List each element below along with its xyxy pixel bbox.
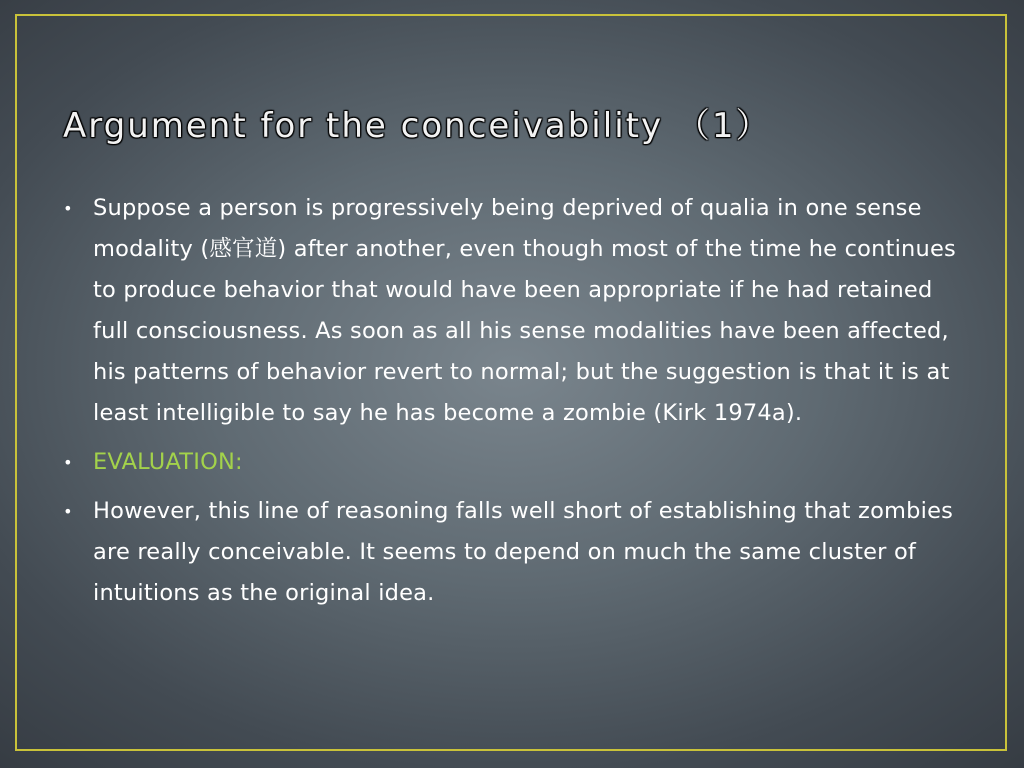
bullet-icon: • bbox=[63, 199, 73, 218]
list-item bbox=[58, 442, 970, 483]
evaluation-heading: EVALUATION: bbox=[93, 449, 243, 475]
bullet-text: However, this line of reasoning falls well short of establishing that zombies are really conceivable. It seems to depend on much the same cluster of intuitions as the original idea. bbox=[93, 498, 954, 606]
bullet-icon: • bbox=[63, 502, 73, 521]
list-item bbox=[58, 491, 970, 614]
bullet-icon: • bbox=[63, 453, 73, 472]
bullet-list bbox=[58, 188, 970, 622]
list-item bbox=[58, 188, 970, 434]
bullet-text: Suppose a person is progressively being deprived of qualia in one sense modality (感官道) after another, even though most of the time he continues to produce behavior that would have been appropriate if he had retained full consciousness. As soon as all his sense modalities have been affected, his patterns of behavior revert to normal; but the suggestion is that it is at least intelligible to say he has become a zombie (Kirk 1974a). bbox=[93, 195, 956, 426]
slide-title: Argument for the conceivability （1） bbox=[63, 106, 772, 146]
